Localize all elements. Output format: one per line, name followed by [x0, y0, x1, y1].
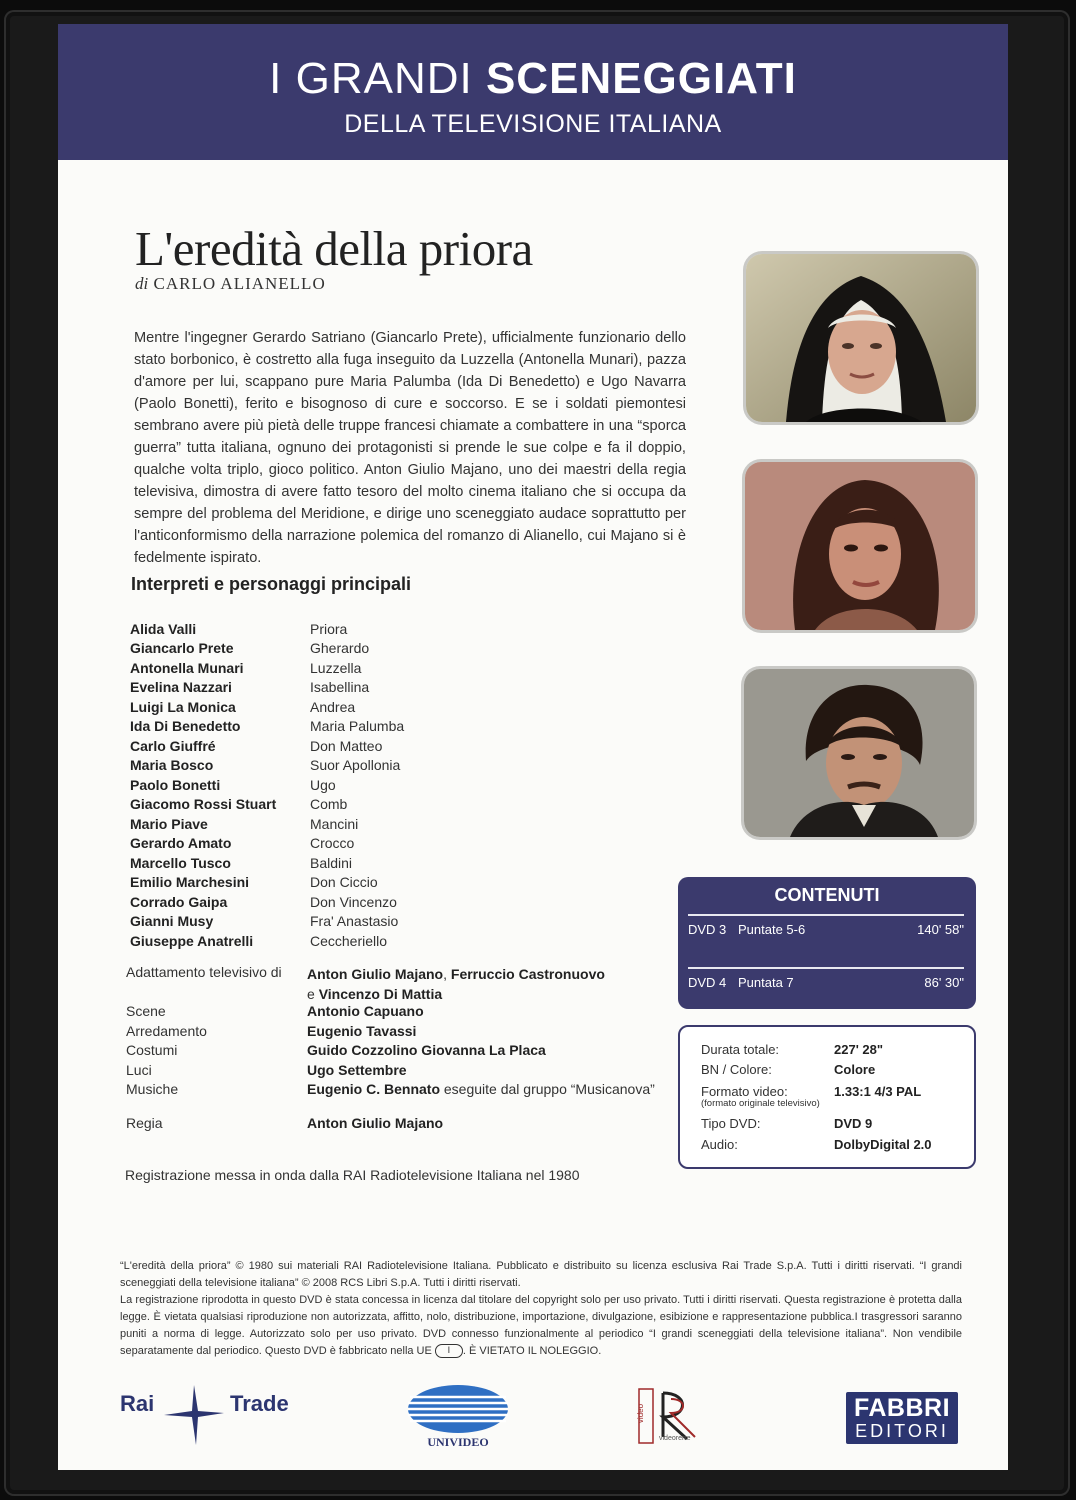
series-title [58, 54, 1008, 104]
cast-role: Fra' Anastasio [310, 913, 399, 930]
legal-notice [120, 1258, 962, 1360]
legal-text: . È VIETATO IL NOLEGGIO. [462, 1345, 602, 1357]
cast-actor: Mario Piave [130, 815, 208, 832]
contents-dvd: DVD 3 [688, 922, 727, 937]
cast-row [130, 873, 404, 893]
contents-episodes: Puntate 5-6 [738, 922, 806, 937]
cast-row [130, 736, 404, 756]
technical-specs-box [678, 1025, 976, 1169]
cast-row [130, 814, 404, 834]
cast-role: Priora [310, 620, 348, 637]
cast-role: Don Matteo [310, 737, 383, 754]
cast-actor: Alida Valli [130, 620, 197, 637]
cast-role: Maria Palumba [310, 718, 405, 735]
credit-value: Antonio Capuano [307, 1003, 424, 1019]
video-small-text: video [636, 1403, 646, 1424]
credit-value: Ugo Settembre [307, 1061, 407, 1078]
author-name: CARLO ALIANELLO [153, 274, 326, 293]
cast-row [130, 678, 404, 698]
contents-divider [688, 967, 964, 969]
cast-row [130, 756, 404, 776]
cast-actor: Gerardo Amato [130, 835, 232, 852]
credit-value: Eugenio Tavassi [307, 1022, 417, 1039]
spec-value: 227' 28" [834, 1042, 884, 1057]
contents-heading: CONTENUTI [774, 885, 880, 905]
legal-paragraph [120, 1292, 962, 1360]
credit-value: Guido Cozzolino Giovanna La Placa [307, 1042, 546, 1058]
credit-value: Anton Giulio Majano [307, 1115, 444, 1131]
contents-dvd: DVD 4 [688, 975, 727, 990]
cast-role: Crocco [310, 835, 355, 852]
publisher-logos [58, 1369, 1008, 1459]
cast-row [130, 717, 404, 737]
credit-label: Luci [126, 1061, 152, 1078]
cast-row [130, 658, 404, 678]
cast-role: Ceccheriello [310, 932, 388, 949]
spec-label-note: (formato originale televisivo) [701, 1098, 820, 1109]
cast-role: Comb [310, 796, 348, 813]
cast-list [130, 619, 404, 951]
credit-label: Adattamento televisivo di [126, 964, 282, 980]
cast-actor: Maria Bosco [130, 757, 214, 774]
spec-label [701, 1084, 820, 1109]
cast-role: Luzzella [310, 659, 362, 676]
cast-role: Don Vincenzo [310, 893, 397, 910]
credit-name: Anton Giulio Majano [307, 966, 444, 982]
univideo-globe-icon [406, 1384, 510, 1434]
videorerre-logo [637, 1387, 709, 1445]
region-mark: I [435, 1344, 463, 1358]
cast-actor: Gianni Musy [130, 913, 214, 930]
credit-name: Vincenzo Di Mattia [318, 986, 443, 1002]
cast-role: Suor Apollonia [310, 757, 401, 774]
cast-actor: Evelina Nazzari [130, 679, 232, 696]
cast-actor: Marcello Tusco [130, 854, 231, 871]
trade-logo-text: Trade [230, 1391, 289, 1416]
univideo-logo-text: UNIVIDEO [427, 1435, 489, 1449]
contents-divider [688, 914, 964, 916]
cast-role: Isabellina [310, 679, 370, 696]
credit-name: Eugenio C. Bennato [307, 1081, 440, 1097]
cast-row [130, 795, 404, 815]
rai-logo-text: Rai [120, 1391, 155, 1416]
cast-actor: Paolo Bonetti [130, 776, 221, 793]
series-header [58, 24, 1008, 160]
credit-note: eseguite dal gruppo “Musicanova” [443, 1081, 655, 1097]
registration-note: Registrazione messa in onda dalla RAI Radiotelevisione Italiana nel 1980 [125, 1167, 580, 1183]
credit-name: Ferruccio Castronuovo [450, 966, 605, 982]
credit-label: Arredamento [126, 1022, 207, 1039]
contents-duration: 86' 30" [924, 975, 964, 990]
rai-trade-star-icon [162, 1383, 226, 1447]
cast-actor: Luigi La Monica [130, 698, 236, 715]
cast-heading: Interpreti e personaggi principali [131, 574, 412, 594]
cast-actor: Giacomo Rossi Stuart [130, 796, 277, 813]
cast-row [130, 912, 404, 932]
cast-actor: Antonella Munari [130, 659, 244, 676]
cast-row [130, 639, 404, 659]
cast-row [130, 834, 404, 854]
credit-label: Scene [126, 1003, 166, 1019]
spec-label-text: Formato video: [701, 1084, 788, 1099]
cast-actor: Emilio Marchesini [130, 874, 250, 891]
cast-actor: Giuseppe Anatrelli [130, 932, 254, 949]
rai-trade-logo [120, 1383, 300, 1448]
still-photo-man [744, 669, 974, 837]
credit-value [307, 986, 442, 1002]
program-title: L'eredità della priora [135, 221, 533, 276]
spec-label: Durata totale: [701, 1042, 780, 1057]
legal-paragraph: “L'eredità della priora” © 1980 sui materiali RAI Radiotelevisione Italiana. Pubblicato e distribuito su licenza esclusiva Rai Trade S.p.A. Tutti i diritti riservati. “I grandi sceneggiati della televisione italiana” © 2008 RCS Libri S.p.A. Tutti i diritti riservati. [120, 1260, 962, 1289]
contents-item [688, 975, 964, 990]
legal-text: La registrazione riprodotta in questo DVD è stata concessa in licenza dal titolare del copyright solo per uso privato. Tutti i diritti riservati. Questa registrazione è protetta dalla legge. È vietata qualsiasi riproduzione non autorizzata, affitto, nolo, distribuzione, importazione, divulgazione, esibizione e rappresentazione pubblica.I trasgressori saranno puniti a norma di legge. Autorizzato solo per uso privato. DVD connesso funzionalmente al periodico “I grandi sceneggiati della televisione italiana”. Non vendibile separatamente dal periodico. Questo DVD è fabbricato nella UE [120, 1294, 962, 1357]
cast-row [130, 931, 404, 951]
contents-box [678, 877, 976, 1009]
series-title-bold: SCENEGGIATI [485, 54, 797, 103]
cast-row [130, 853, 404, 873]
cast-row [130, 775, 404, 795]
spec-value: Colore [834, 1062, 876, 1077]
still-photo-priora [746, 254, 976, 422]
series-title-light: I GRANDI [269, 54, 473, 103]
cast-actor: Giancarlo Prete [130, 640, 234, 657]
contents-episodes: Puntata 7 [738, 975, 794, 990]
cast-row [130, 697, 404, 717]
credit-label: Musiche [126, 1081, 179, 1097]
cast-role: Ugo [310, 776, 336, 793]
cast-row [130, 619, 404, 639]
synopsis: Mentre l'ingegner Gerardo Satriano (Giancarlo Prete), ufficialmente funzionario dello stato borbonico, è costretto alla fuga inseguito da Luzzella (Antonella Munari), pazza d'amore per lui, scappano pure Maria Palumba (Ida Di Benedetto) e Ugo Navarra (Paolo Bonetti), ferito e bisognoso di cure e soccorso. E se i soldati piemontesi sembrano avere più pietà delle truppe francesi chiamate a combattere in una “sporca guerra” tutta italiana, ognuno dei protagonisti si prende le sue colpe e fa il doppio, qualche volta triplo, gioco politico. Anton Giulio Majano, uno dei maestri della regia televisiva, dimostra di avere fatto tesoro del molto cinema italiano che si occupa da sempre del problema del Meridione, e dirige uno sceneggiato audace soprattutto per l'anticonformismo della narrazione polemica del romanzo di Alianello, cui Majano si è fedelmente ispirato. [134, 330, 686, 566]
series-subtitle: DELLA TELEVISIONE ITALIANA [344, 110, 722, 138]
fabbri-logo-top: FABBRI [853, 1394, 951, 1422]
univideo-logo [406, 1384, 510, 1449]
fabbri-editori-logo [846, 1392, 958, 1444]
cast-role: Don Ciccio [310, 874, 378, 891]
cast-role: Mancini [310, 815, 359, 832]
author-line [135, 274, 326, 294]
spec-value: DolbyDigital 2.0 [834, 1137, 932, 1152]
back-cover [58, 24, 1008, 1470]
author-prefix: di [135, 274, 149, 293]
credit-conjunction: e [307, 986, 315, 1002]
cast-actor: Corrado Gaipa [130, 893, 228, 910]
fabbri-logo-bottom: EDITORI [855, 1421, 949, 1441]
videorerre-text: videorerre [659, 1435, 691, 1442]
credit-value [307, 1081, 655, 1097]
credit-label: Regia [126, 1115, 163, 1131]
cast-actor: Ida Di Benedetto [130, 718, 241, 735]
contents-duration: 140' 58" [917, 922, 964, 937]
spec-label: BN / Colore: [701, 1062, 772, 1077]
spec-value: DVD 9 [834, 1116, 873, 1131]
credit-label: Costumi [126, 1042, 178, 1058]
credit-value: Anton Giulio Majano, Ferruccio Castronuovo [307, 966, 605, 982]
cast-role: Gherardo [310, 640, 370, 657]
spec-label: Tipo DVD: [701, 1116, 761, 1131]
cast-role: Andrea [310, 698, 356, 715]
spec-label: Audio: [701, 1137, 738, 1152]
contents-item [688, 922, 964, 937]
cast-actor: Carlo Giuffré [130, 737, 216, 754]
cast-row [130, 892, 404, 912]
spec-value: 1.33:1 4/3 PAL [834, 1084, 922, 1099]
still-photo-woman [745, 462, 975, 630]
cast-role: Baldini [310, 854, 353, 871]
